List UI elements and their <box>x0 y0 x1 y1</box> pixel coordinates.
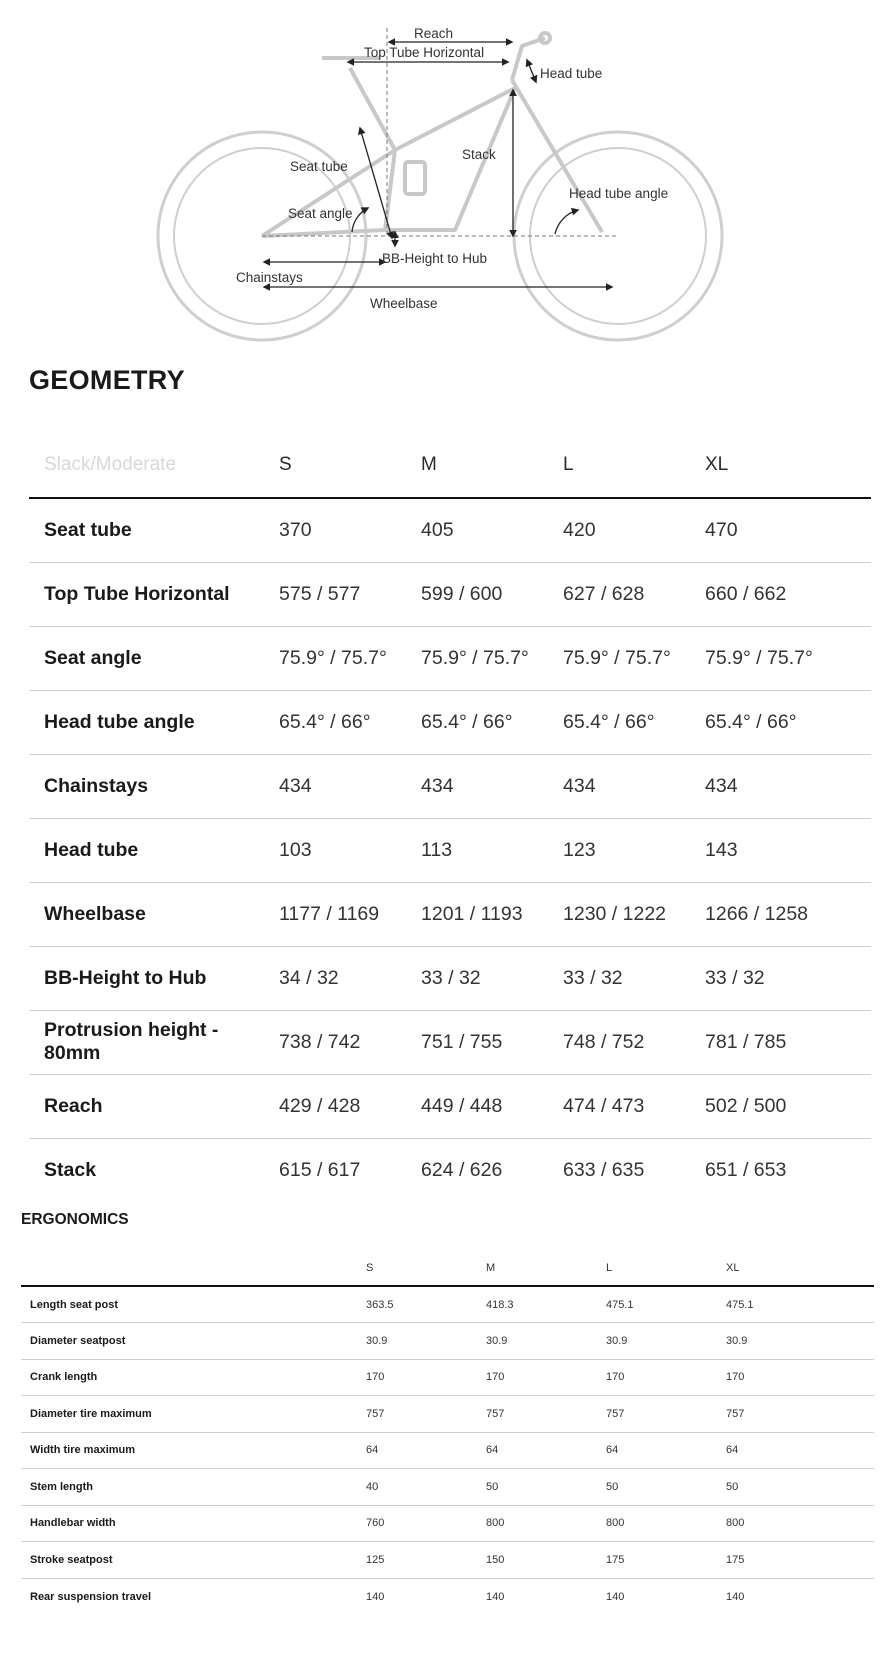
value-cell: 615 / 617 <box>279 1158 361 1181</box>
value-cell: 64 <box>606 1444 619 1457</box>
geometry-row <box>29 1138 871 1202</box>
value-cell: 65.4° / 66° <box>563 710 655 733</box>
value-cell: 748 / 752 <box>563 1030 645 1053</box>
label-reach: Reach <box>414 26 454 41</box>
value-cell: 760 <box>366 1517 385 1530</box>
value-cell: 64 <box>486 1444 499 1457</box>
value-cell: 175 <box>606 1553 625 1566</box>
value-cell: 123 <box>563 838 596 861</box>
value-cell: 75.9° / 75.7° <box>563 646 671 669</box>
value-cell: 75.9° / 75.7° <box>421 646 529 669</box>
value-cell: 651 / 653 <box>705 1158 787 1181</box>
value-cell: 502 / 500 <box>705 1094 787 1117</box>
row-label: BB-Height to Hub <box>44 966 207 989</box>
value-cell: 475.1 <box>606 1298 634 1311</box>
row-label: Top Tube Horizontal <box>44 582 230 605</box>
value-cell: 33 / 32 <box>705 966 765 989</box>
value-cell: 64 <box>366 1444 379 1457</box>
value-cell: 624 / 626 <box>421 1158 503 1181</box>
value-cell: 150 <box>486 1553 505 1566</box>
row-label: Diameter tire maximum <box>30 1407 152 1420</box>
size-header: L <box>606 1261 613 1274</box>
value-cell: 800 <box>486 1517 505 1530</box>
value-cell: 599 / 600 <box>421 582 503 605</box>
row-label: Protrusion height - 80mm <box>44 1019 219 1064</box>
ergonomics-title: ERGONOMICS <box>21 1211 129 1228</box>
value-cell: 420 <box>563 518 596 541</box>
value-cell: 50 <box>726 1480 739 1493</box>
geometry-row <box>29 946 871 1010</box>
size-header: XL <box>726 1261 740 1274</box>
value-cell: 475.1 <box>726 1298 754 1311</box>
geometry-row <box>29 1074 871 1138</box>
row-label: Reach <box>44 1094 103 1117</box>
label-head-tube: Head tube <box>540 66 603 81</box>
value-cell: 633 / 635 <box>563 1158 645 1181</box>
value-cell: 170 <box>366 1371 385 1384</box>
value-cell: 125 <box>366 1553 385 1566</box>
bike-geometry-diagram <box>140 10 760 352</box>
row-label: Wheelbase <box>44 902 146 925</box>
value-cell: 143 <box>705 838 738 861</box>
value-cell: 65.4° / 66° <box>705 710 797 733</box>
size-header: M <box>421 454 437 475</box>
ergonomics-row <box>21 1359 874 1396</box>
row-label: Width tire maximum <box>30 1444 136 1457</box>
value-cell: 751 / 755 <box>421 1030 503 1053</box>
value-cell: 103 <box>279 838 312 861</box>
value-cell: 65.4° / 66° <box>421 710 513 733</box>
head-tube-angle-arc <box>555 210 578 234</box>
value-cell: 30.9 <box>486 1334 508 1347</box>
geometry-row <box>29 754 871 818</box>
label-stack: Stack <box>462 147 496 162</box>
label-wheelbase: Wheelbase <box>370 296 438 311</box>
value-cell: 30.9 <box>366 1334 388 1347</box>
value-cell: 449 / 448 <box>421 1094 503 1117</box>
row-label: Rear suspension travel <box>30 1590 152 1603</box>
value-cell: 418.3 <box>486 1298 514 1311</box>
value-cell: 370 <box>279 518 312 541</box>
value-cell: 30.9 <box>606 1334 628 1347</box>
value-cell: 757 <box>726 1407 745 1420</box>
ergonomics-header-row <box>21 1250 874 1286</box>
value-cell: 34 / 32 <box>279 966 339 989</box>
label-seat-angle: Seat angle <box>288 206 353 221</box>
value-cell: 65.4° / 66° <box>279 710 371 733</box>
value-cell: 40 <box>366 1480 379 1493</box>
value-cell: 140 <box>726 1590 745 1603</box>
value-cell: 575 / 577 <box>279 582 361 605</box>
ergonomics-row <box>21 1578 874 1615</box>
label-seat-tube: Seat tube <box>290 159 348 174</box>
value-cell: 757 <box>606 1407 625 1420</box>
ergonomics-row <box>21 1286 874 1323</box>
value-cell: 738 / 742 <box>279 1030 361 1053</box>
value-cell: 170 <box>486 1371 505 1384</box>
geometry-header-row <box>29 433 871 498</box>
row-label: Handlebar width <box>30 1517 116 1530</box>
ergonomics-row <box>21 1469 874 1506</box>
value-cell: 30.9 <box>726 1334 748 1347</box>
row-label: Head tube angle <box>44 710 195 733</box>
head-tube-arrow <box>527 60 536 82</box>
row-label: Seat angle <box>44 646 142 669</box>
geometry-row <box>29 818 871 882</box>
value-cell: 470 <box>705 518 738 541</box>
value-cell: 170 <box>726 1371 745 1384</box>
row-label: Stem length <box>30 1480 93 1493</box>
geometry-corner-label: Slack/Moderate <box>44 454 177 475</box>
size-header: L <box>563 454 574 475</box>
value-cell: 50 <box>486 1480 499 1493</box>
value-cell: 175 <box>726 1553 745 1566</box>
row-label: Chainstays <box>44 774 149 797</box>
value-cell: 1177 / 1169 <box>279 902 380 925</box>
row-label: Stack <box>44 1158 97 1181</box>
value-cell: 757 <box>486 1407 505 1420</box>
value-cell: 474 / 473 <box>563 1094 645 1117</box>
geometry-row <box>29 562 871 626</box>
value-cell: 363.5 <box>366 1298 394 1311</box>
value-cell: 434 <box>563 774 596 797</box>
value-cell: 800 <box>606 1517 625 1530</box>
value-cell: 405 <box>421 518 454 541</box>
geometry-row <box>29 882 871 946</box>
value-cell: 660 / 662 <box>705 582 787 605</box>
ergonomics-row <box>21 1432 874 1469</box>
value-cell: 140 <box>486 1590 505 1603</box>
value-cell: 50 <box>606 1480 619 1493</box>
value-cell: 1201 / 1193 <box>421 902 523 925</box>
value-cell: 1266 / 1258 <box>705 902 809 925</box>
ergonomics-row <box>21 1323 874 1360</box>
geometry-row <box>29 498 871 562</box>
value-cell: 33 / 32 <box>421 966 481 989</box>
ergonomics-row <box>21 1542 874 1579</box>
size-header: M <box>486 1261 496 1274</box>
label-head-tube-angle: Head tube angle <box>569 186 669 201</box>
geometry-title: GEOMETRY <box>29 365 185 395</box>
value-cell: 434 <box>279 774 312 797</box>
diagram-labels <box>236 26 668 311</box>
ergonomics-row <box>21 1505 874 1542</box>
value-cell: 75.9° / 75.7° <box>279 646 387 669</box>
ergonomics-table <box>21 1250 874 1615</box>
geometry-row <box>29 626 871 690</box>
row-label: Seat tube <box>44 518 132 541</box>
value-cell: 434 <box>705 774 738 797</box>
value-cell: 140 <box>606 1590 625 1603</box>
row-label: Head tube <box>44 838 139 861</box>
value-cell: 140 <box>366 1590 385 1603</box>
value-cell: 33 / 32 <box>563 966 623 989</box>
label-bb-height: BB-Height to Hub <box>382 251 488 266</box>
value-cell: 781 / 785 <box>705 1030 787 1053</box>
value-cell: 75.9° / 75.7° <box>705 646 813 669</box>
row-label: Diameter seatpost <box>30 1334 126 1347</box>
size-header: XL <box>705 454 729 475</box>
value-cell: 434 <box>421 774 454 797</box>
row-label: Stroke seatpost <box>30 1553 113 1566</box>
value-cell: 113 <box>421 838 453 861</box>
value-cell: 627 / 628 <box>563 582 645 605</box>
label-chainstays: Chainstays <box>236 270 303 285</box>
value-cell: 170 <box>606 1371 625 1384</box>
geometry-row <box>29 1010 871 1074</box>
geometry-table <box>29 433 871 1202</box>
value-cell: 1230 / 1222 <box>563 902 667 925</box>
size-header: S <box>366 1261 374 1274</box>
geometry-row <box>29 690 871 754</box>
value-cell: 429 / 428 <box>279 1094 361 1117</box>
row-label: Length seat post <box>30 1298 119 1311</box>
row-label: Crank length <box>30 1371 98 1384</box>
value-cell: 800 <box>726 1517 745 1530</box>
ergonomics-corner <box>21 1250 366 1286</box>
value-cell: 64 <box>726 1444 739 1457</box>
size-header: S <box>279 454 292 475</box>
value-cell: 757 <box>366 1407 385 1420</box>
ergonomics-row <box>21 1396 874 1433</box>
label-top-tube: Top Tube Horizontal <box>364 45 485 60</box>
